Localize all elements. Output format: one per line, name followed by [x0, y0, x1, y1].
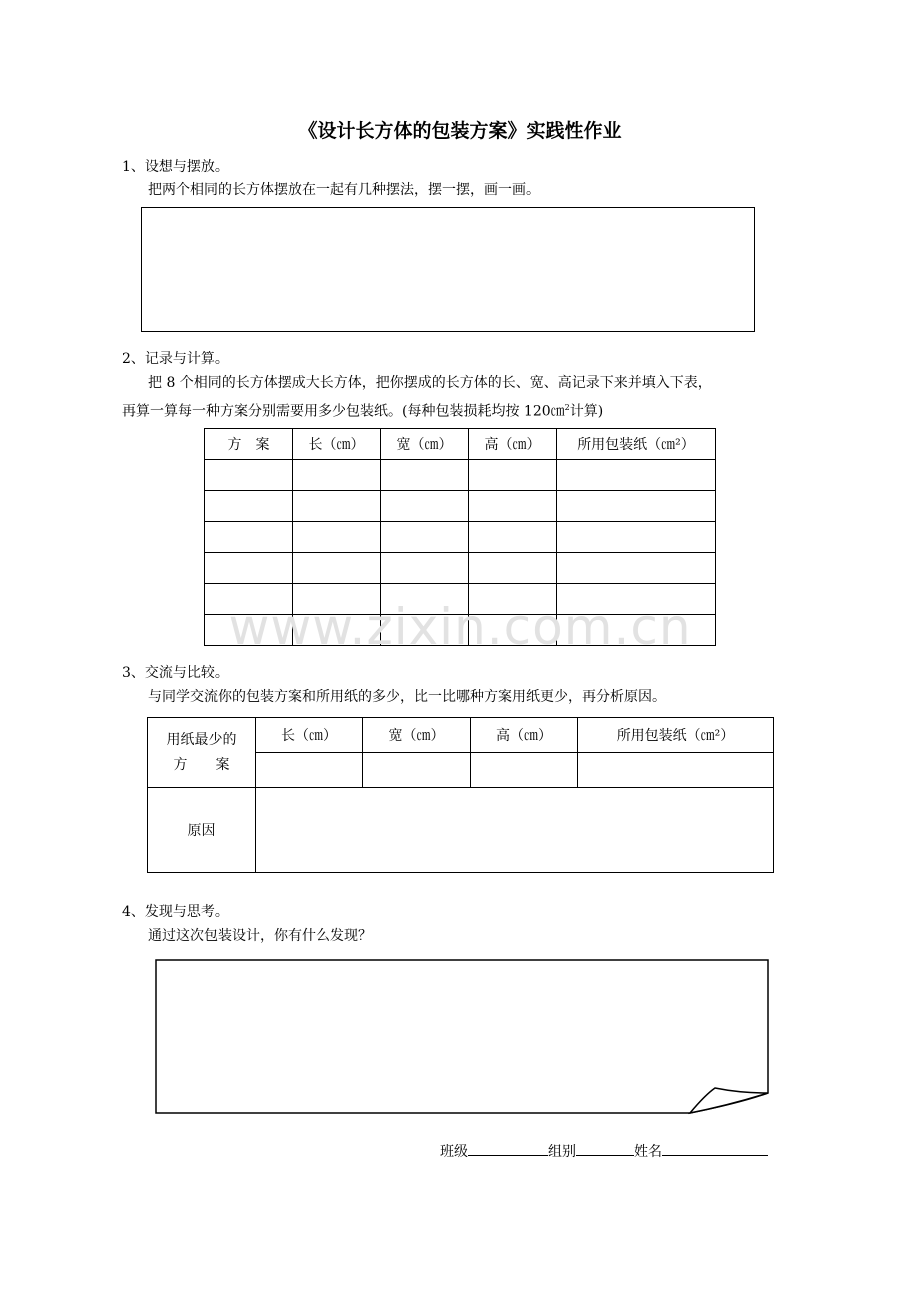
record-table-header: [205, 429, 716, 460]
table-cell[interactable]: [469, 522, 557, 553]
reason-label: 原因: [148, 788, 256, 873]
table-cell[interactable]: [557, 553, 716, 584]
table-cell[interactable]: [205, 460, 293, 491]
table-cell[interactable]: [205, 522, 293, 553]
table-cell[interactable]: [205, 491, 293, 522]
section1-prompt: 把两个相同的长方体摆放在一起有几种摆法，摆一摆，画一画。: [148, 182, 540, 198]
name-field[interactable]: [662, 1141, 768, 1156]
table-row: [205, 522, 716, 553]
table-cell[interactable]: [471, 753, 578, 788]
least-paper-plan-label: [148, 718, 256, 788]
name-label: 姓名: [634, 1144, 662, 1160]
group-field[interactable]: [576, 1141, 634, 1156]
table-cell[interactable]: [557, 522, 716, 553]
section3-heading: 3、交流与比较。: [122, 665, 229, 681]
table-row: [205, 553, 716, 584]
table-cell[interactable]: [293, 553, 381, 584]
section2-prompt-line2-sup: 2: [564, 403, 570, 412]
col-header-plan: 方 案: [205, 429, 293, 460]
table-cell[interactable]: [205, 553, 293, 584]
col-header-height: 高（㎝）: [469, 429, 557, 460]
reason-row: [148, 788, 774, 873]
table-cell[interactable]: [557, 491, 716, 522]
page-title: 《设计长方体的包装方案》实践性作业: [298, 120, 622, 142]
table-cell[interactable]: [381, 553, 469, 584]
table-cell[interactable]: [381, 491, 469, 522]
section4-heading: 4、发现与思考。: [122, 904, 229, 920]
table-cell[interactable]: [256, 753, 363, 788]
col-header-width: 宽（㎝）: [381, 429, 469, 460]
table-cell[interactable]: [293, 491, 381, 522]
col-header-paper: 所用包装纸（㎝²）: [578, 718, 774, 753]
section2-heading: 2、记录与计算。: [122, 351, 229, 367]
section2-prompt-line2-b: 计算): [569, 403, 604, 420]
compare-table-header: [148, 718, 774, 753]
section1-heading: 1、设想与摆放。: [122, 159, 229, 175]
table-row: [205, 491, 716, 522]
least-paper-plan-label-line1: 用纸最少的: [166, 731, 237, 748]
group-label: 组别: [548, 1144, 576, 1160]
section4-prompt: 通过这次包装设计，你有什么发现？: [148, 928, 372, 944]
section2-prompt-line2: [122, 397, 603, 423]
table-cell[interactable]: [469, 553, 557, 584]
col-header-length: 长（㎝）: [293, 429, 381, 460]
table-row: [205, 460, 716, 491]
col-header-height: 高（㎝）: [471, 718, 578, 753]
reason-answer-cell[interactable]: [256, 788, 774, 873]
least-paper-plan-label-line2: 方 案: [173, 756, 230, 773]
table-cell[interactable]: [578, 753, 774, 788]
watermark: www.zixin.com.cn: [228, 598, 692, 656]
drawing-answer-box[interactable]: [141, 207, 755, 332]
discovery-answer-box[interactable]: [150, 955, 775, 1120]
table-cell[interactable]: [469, 491, 557, 522]
table-cell[interactable]: [557, 460, 716, 491]
table-cell[interactable]: [293, 522, 381, 553]
class-label: 班级: [440, 1144, 468, 1160]
table-cell[interactable]: [363, 753, 471, 788]
table-cell[interactable]: [293, 460, 381, 491]
compare-table: [147, 717, 774, 873]
table-cell[interactable]: [469, 460, 557, 491]
table-cell[interactable]: [381, 522, 469, 553]
section2-prompt-line2-a: 再算一算每一种方案分别需要用多少包装纸。(每种包装损耗均按 120㎝: [122, 403, 565, 420]
section2-prompt-line1: 把 8 个相同的长方体摆成大长方体，把你摆成的长方体的长、宽、高记录下来并填入下表，: [148, 375, 712, 391]
class-field[interactable]: [468, 1141, 548, 1156]
col-header-width: 宽（㎝）: [363, 718, 471, 753]
col-header-paper: 所用包装纸（㎝²）: [557, 429, 716, 460]
col-header-length: 长（㎝）: [256, 718, 363, 753]
section3-prompt: 与同学交流你的包装方案和所用纸的多少，比一比哪种方案用纸更少，再分析原因。: [148, 689, 666, 705]
answer-box-outline: [156, 960, 768, 1113]
footer-fields: [440, 1141, 768, 1163]
table-cell[interactable]: [381, 460, 469, 491]
